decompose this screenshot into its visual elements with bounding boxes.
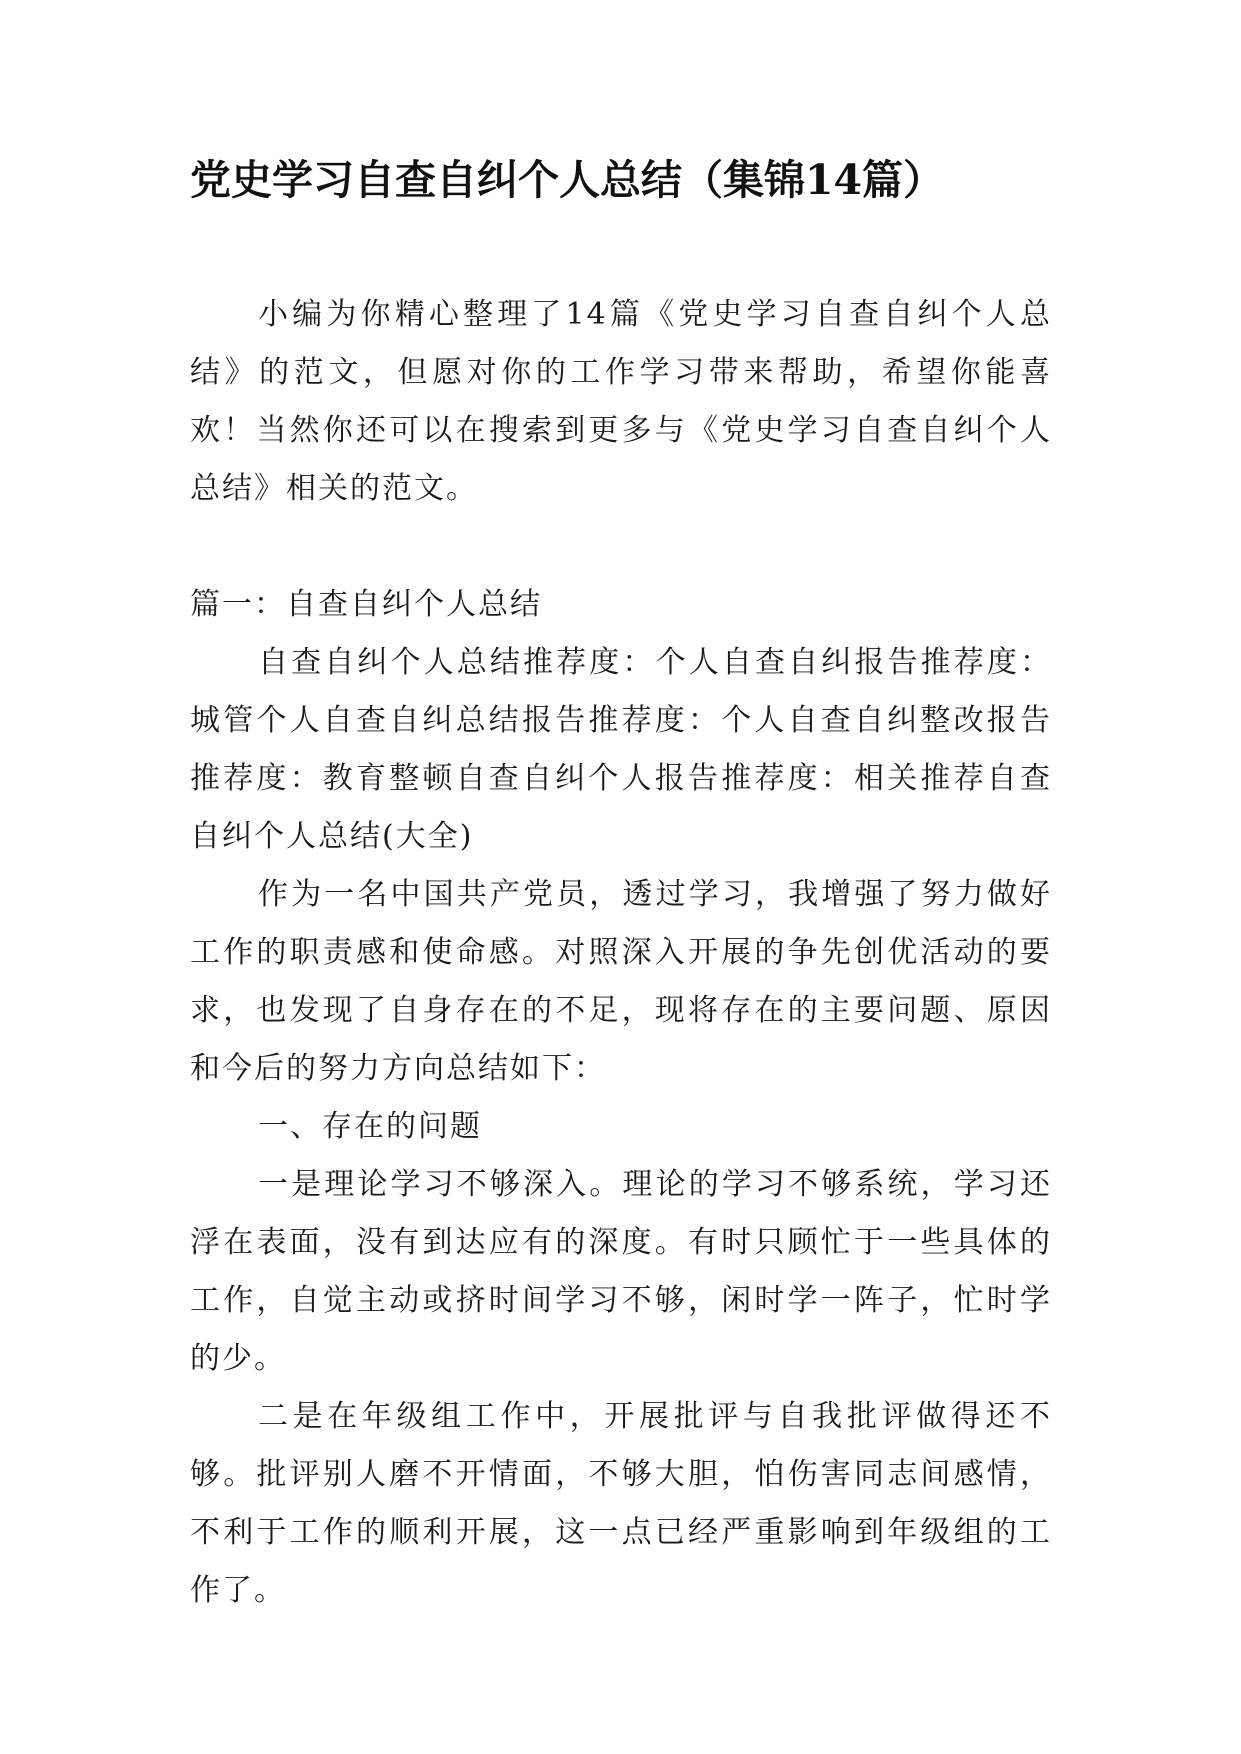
document-title: 党史学习自查自纠个人总结（集锦14篇） bbox=[190, 156, 945, 204]
subheading-problems: 一、存在的问题 bbox=[258, 1109, 482, 1144]
body-paragraph-3: 一是理论学习不够深入。理论的学习不够系统，学习还浮在表面，没有到达应有的深度。有时只顾忙于一些具体的工作，自觉主动或挤时间学习不够，闲时学一阵子，忙时学的少。 bbox=[190, 1167, 1052, 1376]
paragraph-spacer bbox=[190, 518, 1052, 576]
intro-paragraph: 小编为你精心整理了14篇《党史学习自查自纠个人总结》的范文，但愿对你的工作学习带来帮助，希望你能喜欢！当然你还可以在搜索到更多与《党史学习自查自纠个人总结》相关的范文。 bbox=[190, 297, 1052, 506]
document-body bbox=[190, 286, 1052, 1620]
body-paragraph-1: 自查自纠个人总结推荐度：个人自查自纠报告推荐度：城管个人自查自纠总结报告推荐度：个人自查自纠整改报告推荐度：教育整顿自查自纠个人报告推荐度：相关推荐自查自纠个人总结(大全) bbox=[190, 645, 1052, 854]
body-paragraph-2: 作为一名中国共产党员，透过学习，我增强了努力做好工作的职责感和使命感。对照深入开展的争先创优活动的要求，也发现了自身存在的不足，现将存在的主要问题、原因和今后的努力方向总结如下： bbox=[190, 877, 1052, 1086]
section-heading: 篇一：自查自纠个人总结 bbox=[190, 587, 542, 622]
body-paragraph-4: 二是在年级组工作中，开展批评与自我批评做得还不够。批评别人磨不开情面，不够大胆，怕伤害同志间感情，不利于工作的顺利开展，这一点已经严重影响到年级组的工作了。 bbox=[190, 1399, 1052, 1608]
